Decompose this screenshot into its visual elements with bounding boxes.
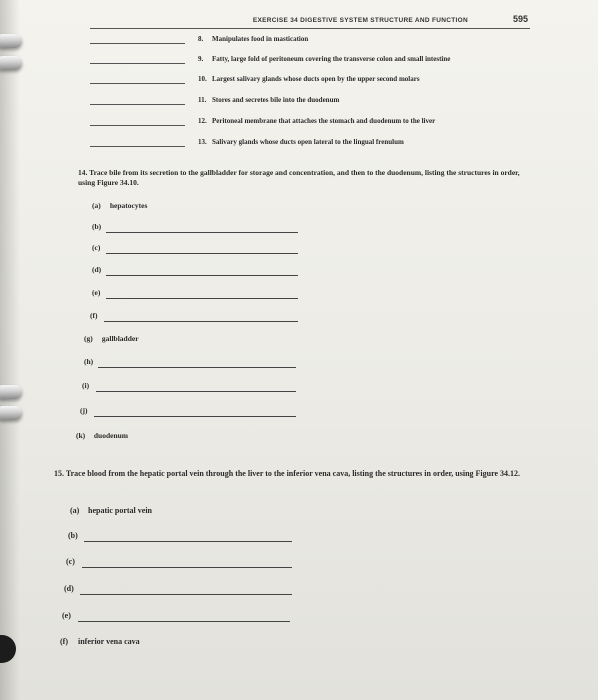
given-answer: duodenum (93, 431, 129, 440)
item-number: 11. (198, 96, 207, 104)
item-label: (j) (80, 406, 88, 415)
item-number: 10. (198, 75, 207, 83)
answer-blank[interactable] (90, 63, 185, 64)
question-14 (78, 168, 528, 188)
binder-ring-icon (0, 406, 22, 420)
answer-item (84, 334, 139, 343)
answer-line[interactable] (106, 275, 298, 276)
exercise-title: EXERCISE 34 DIGESTIVE SYSTEM STRUCTURE AND FUNCTION (252, 17, 468, 24)
answer-item (84, 357, 100, 366)
item-number: 9. (198, 55, 204, 63)
matching-row (90, 117, 530, 131)
item-number: 13. (198, 138, 207, 146)
binder-ring-icon (0, 385, 22, 399)
answer-item (92, 265, 108, 274)
page-number: 595 (512, 14, 528, 24)
question-number: 14. (78, 168, 88, 177)
question-15 (54, 469, 532, 479)
answer-blank[interactable] (90, 83, 185, 84)
question-text: Trace blood from the hepatic portal vein through the liver to the inferior vena cava, listing the structures in order, using Figure 34.12. (65, 469, 521, 478)
matching-row (90, 138, 530, 152)
item-label: (h) (84, 357, 94, 366)
given-answer: gallbladder (101, 334, 139, 343)
answer-line[interactable] (82, 567, 292, 568)
answer-item (90, 311, 106, 320)
answer-line[interactable] (94, 416, 296, 417)
question-text: Trace bile from its secretion to the gallbladder for storage and concentration, and then to the duodenum, listing the structures in order, using Figure 34.10. (78, 168, 520, 187)
answer-blank[interactable] (90, 43, 185, 44)
item-label: (c) (66, 557, 75, 566)
item-description: Largest salivary glands whose ducts open by the upper second molars (212, 75, 420, 83)
matching-row (90, 75, 530, 89)
answer-item (62, 611, 78, 620)
binder-ring-icon (0, 34, 22, 48)
answer-item (64, 584, 80, 593)
answer-blank[interactable] (90, 104, 185, 105)
given-answer: inferior vena cava (78, 637, 140, 646)
item-number: 8. (198, 35, 204, 43)
answer-line[interactable] (98, 367, 296, 368)
item-description: Manipulates food in mastication (212, 35, 309, 43)
answer-line[interactable] (80, 594, 292, 595)
answer-item (68, 531, 84, 540)
item-description: Stores and secretes bile into the duodenum (212, 96, 340, 104)
item-label: (g) (84, 334, 93, 343)
answer-line[interactable] (106, 232, 298, 233)
answer-item (80, 406, 96, 415)
item-description: Salivary glands whose ducts open lateral to the lingual frenulum (212, 138, 404, 146)
answer-line[interactable] (106, 298, 298, 299)
page-header (90, 14, 530, 29)
answer-item (60, 637, 140, 646)
answer-item (92, 243, 108, 252)
answer-blank[interactable] (90, 125, 185, 126)
given-answer: hepatic portal vein (88, 506, 152, 515)
item-label: (e) (92, 288, 101, 297)
item-label: (a) (70, 506, 80, 515)
matching-row (90, 96, 530, 110)
item-label: (i) (82, 381, 90, 390)
answer-item (66, 557, 82, 566)
answer-blank[interactable] (90, 146, 185, 147)
item-label: (a) (92, 201, 101, 210)
answer-line[interactable] (106, 253, 298, 254)
answer-item (70, 506, 152, 515)
matching-row (90, 55, 530, 69)
item-label: (e) (62, 611, 71, 620)
item-label: (d) (64, 584, 74, 593)
question-number: 15. (54, 469, 64, 478)
answer-line[interactable] (96, 391, 296, 392)
answer-item (92, 201, 147, 210)
item-description: Fatty, large fold of peritoneum covering the transverse colon and small intestine (212, 55, 451, 63)
answer-item (76, 431, 128, 440)
item-label: (d) (92, 265, 102, 274)
item-label: (b) (92, 222, 102, 231)
item-label: (k) (76, 431, 86, 440)
answer-item (92, 222, 108, 231)
answer-line[interactable] (104, 321, 298, 322)
binder-ring-icon (0, 56, 22, 70)
matching-row (90, 35, 530, 49)
answer-line[interactable] (84, 541, 292, 542)
item-number: 12. (198, 117, 207, 125)
answer-line[interactable] (78, 621, 290, 622)
item-label: (f) (60, 637, 68, 646)
binder-shadow (0, 0, 20, 700)
item-label: (f) (90, 311, 98, 320)
item-label: (c) (92, 243, 101, 252)
given-answer: hepatocytes (109, 201, 148, 210)
answer-item (92, 288, 108, 297)
answer-item (82, 381, 98, 390)
item-label: (b) (68, 531, 78, 540)
item-description: Peritoneal membrane that attaches the stomach and duodenum to the liver (212, 117, 436, 125)
